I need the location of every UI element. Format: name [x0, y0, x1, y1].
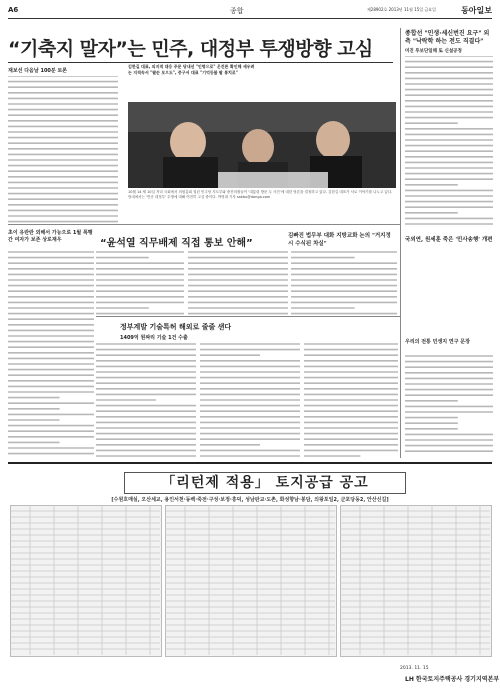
ad-date: 2013. 11. 15: [400, 666, 429, 671]
story2-headline: “윤석열 직무배제 직접 통보 안해”: [100, 238, 253, 249]
divider: [8, 62, 393, 63]
ad-subtitle: [수원호매실, 오산세교, 용인서천·동백·죽전·구성·보정·흥덕, 성남판교·도촌, 화성향남·봉담, 의왕포일2, 군포당동2, 안산신길]: [111, 497, 389, 503]
story-left-title: 초이 유란란 외해서 가능으로 1월 폭행간 여자가 보존 상로재우: [8, 230, 93, 243]
lead-headline: “기축지 말자”는 민주, 대정부 투쟁방향 고심: [8, 38, 373, 60]
ad-title: 「리턴제 적용」 토지공급 공고: [124, 472, 406, 494]
body-text-texture: [8, 76, 400, 458]
page-number: A6: [8, 6, 19, 14]
sidebar-mid-sub: 우리의 전통 민생지 연구 문장: [405, 339, 470, 345]
sidebar-mid-title: 국외연, 원세훈 죽은 '민사송행' 개편: [405, 237, 493, 243]
masthead: [8, 6, 492, 19]
sidebar-top-title: 종합선 "민생·세신번진 요구" 외측 "낙락학 하는 전도 직결다": [405, 30, 490, 45]
section-divider: [96, 316, 400, 317]
lead-byline: 재보선 다음날 100분 토론: [8, 68, 68, 74]
newspaper-logo: 동아일보: [461, 5, 492, 15]
story3-headline: 정부계발 기술특허 해외로 줄줄 샌다: [120, 323, 232, 331]
story2-deck: 김빠진 법무부 대화 지방교화 논의 "거지정시 수식된 차실": [288, 233, 391, 247]
section-divider: [8, 224, 400, 225]
sidebar-top: [405, 30, 493, 54]
ad-org-name: LH 한국토지주택공사 경기지역본부: [405, 676, 500, 683]
issue-meta: 제28902호 2013년 11월 15일 금요일: [366, 7, 436, 12]
lead-subhead: 김한길 대표, 의지적 대응 주문 당내선 "인명으로" 온건론 확인해 세우려는 지적속서 "팔순 모으도", 중구서 대표 "기억등불 팔 통치로": [128, 64, 255, 75]
photo-caption: 10월 14 제 10일 저녁 국회에서 의원총회 열린 민주당 지도부와 중진의원들이 ‘대통령 방문 두 사건’에 대한 당론을 결정하고 있다. 김한길 대표가 서로 이야기를 나누고 있다. 당내에서는 '반공 대정부' 투쟁에 대해 여전히 고심 중이다. 박영대 기자 sakbu@donga.com: [128, 190, 393, 199]
sidebar-text-texture: [405, 56, 493, 456]
story3-deck: 1409억 원짜리 기술 1건 수출: [120, 335, 188, 341]
section-name: 종합: [230, 7, 244, 15]
story-left: [8, 230, 94, 244]
ad-table-grid: [10, 505, 490, 655]
sidebar-top-sub: 미진 투보단일해 또 신설공정: [405, 49, 462, 54]
column-divider: [400, 28, 401, 458]
sidebar-mid: [405, 236, 493, 244]
